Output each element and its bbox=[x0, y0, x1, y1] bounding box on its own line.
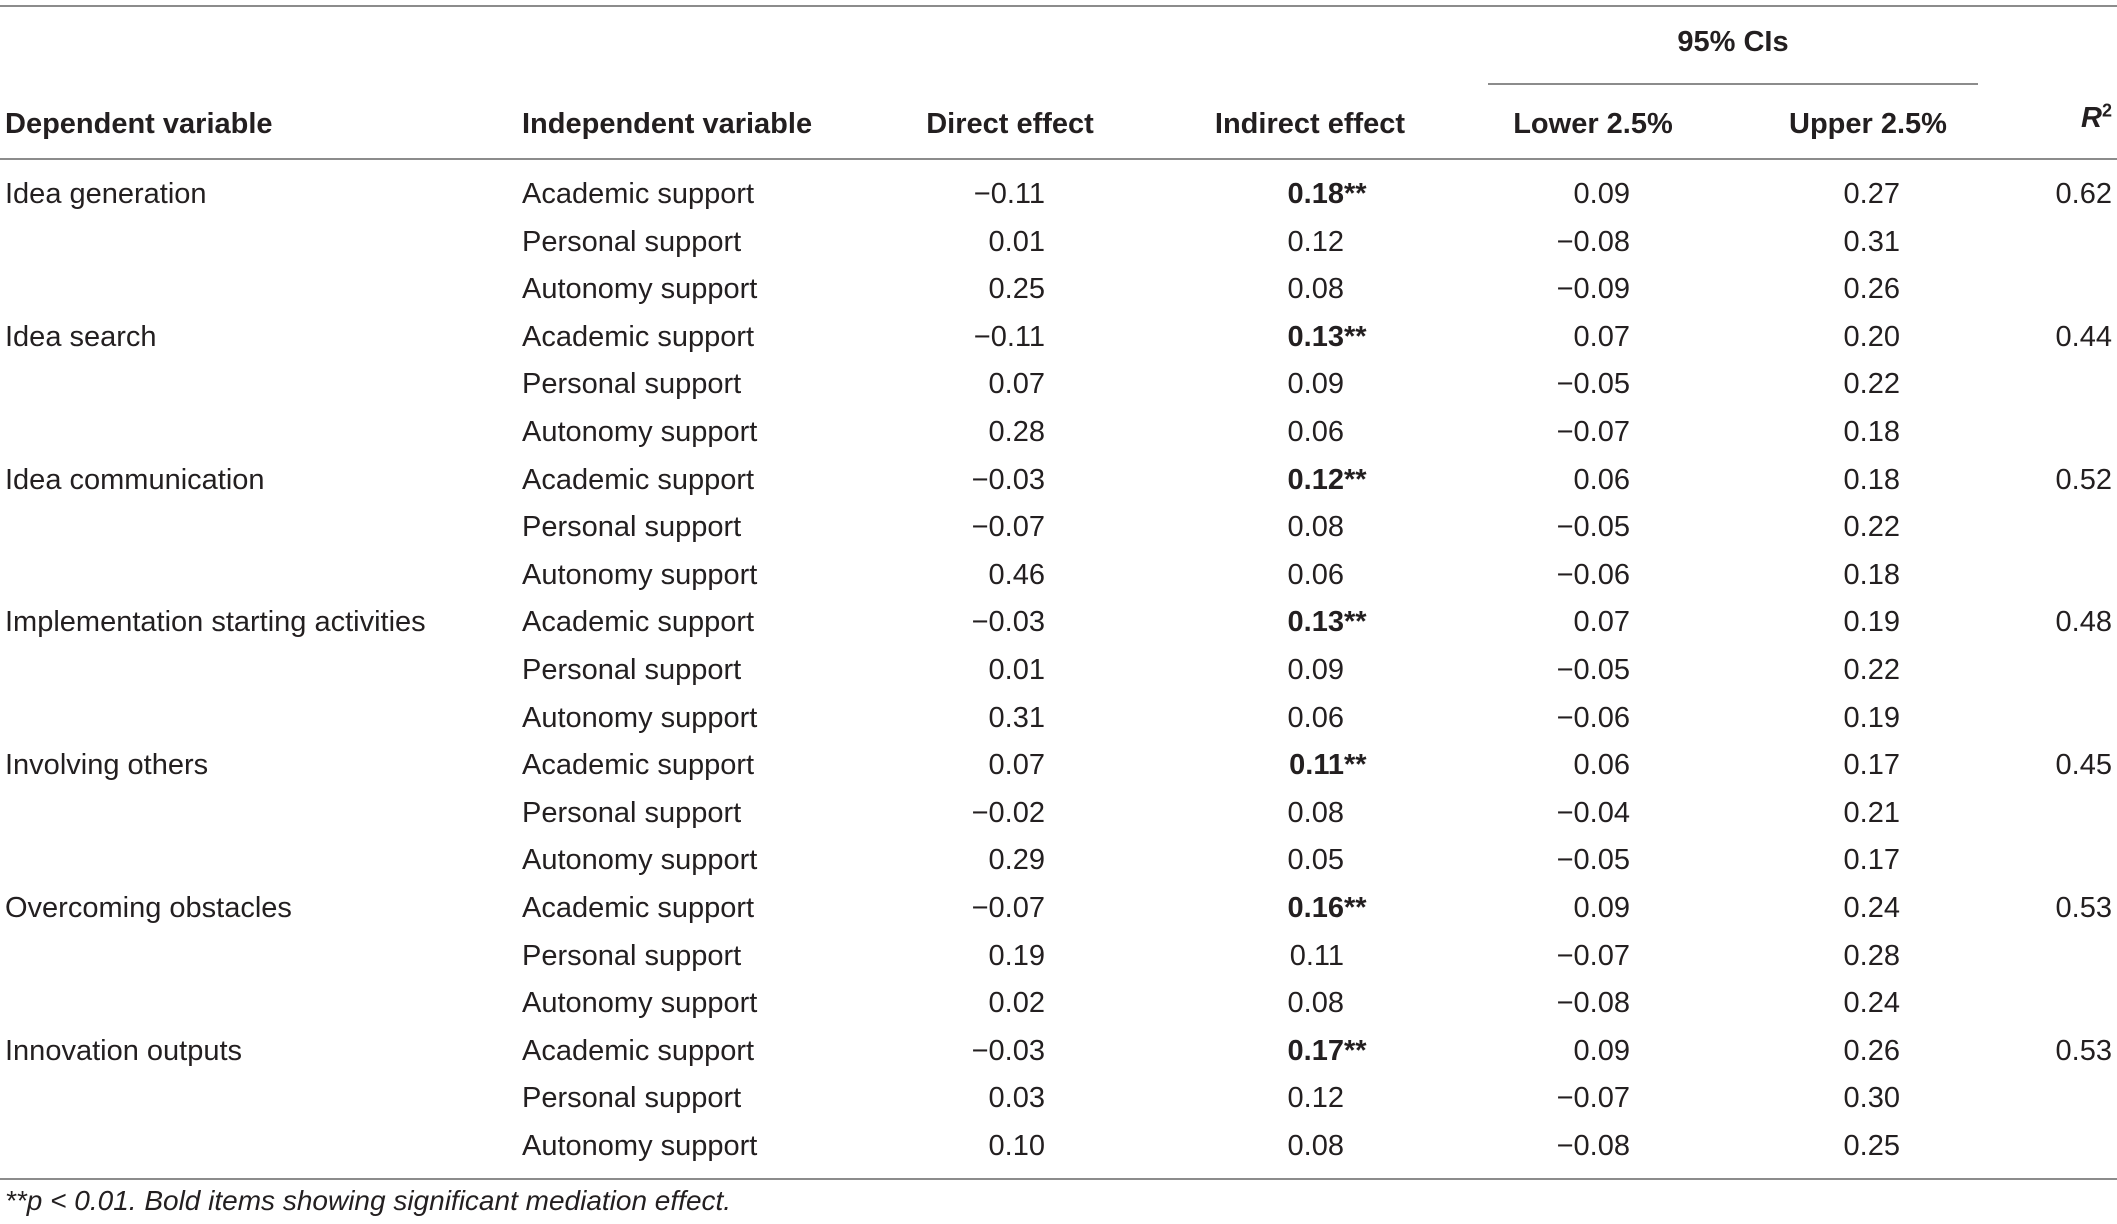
top-rule bbox=[0, 5, 2117, 7]
direct-effect-cell: 0.01 bbox=[988, 226, 1045, 258]
ci-lower-cell: −0.05 bbox=[1556, 511, 1630, 543]
table-footnote: **p < 0.01. Bold items showing significant mediation effect. bbox=[5, 1185, 732, 1216]
header-r2 bbox=[2000, 100, 2112, 136]
ci-upper-cell: 0.18 bbox=[1843, 559, 1900, 591]
ci-lower-cell: 0.06 bbox=[1573, 749, 1630, 781]
indirect-effect-cell bbox=[1190, 1080, 1374, 1116]
independent-variable-cell: Academic support bbox=[522, 321, 755, 353]
indirect-effect-value: 0.12 bbox=[1287, 226, 1344, 258]
ci-lower-cell: −0.05 bbox=[1556, 654, 1630, 686]
direct-effect-cell: 0.19 bbox=[988, 940, 1045, 972]
indirect-effect-value: 0.11 bbox=[1289, 940, 1344, 972]
indirect-effect-value: 0.06 bbox=[1287, 702, 1344, 734]
independent-variable-cell: Personal support bbox=[522, 511, 742, 543]
direct-effect-cell: 0.03 bbox=[988, 1082, 1045, 1114]
direct-effect-cell: 0.28 bbox=[988, 416, 1045, 448]
indirect-effect-value: 0.06 bbox=[1287, 416, 1344, 448]
dependent-variable-cell: Innovation outputs bbox=[5, 1035, 243, 1067]
direct-effect-cell: 0.31 bbox=[988, 702, 1045, 734]
ci-upper-cell: 0.17 bbox=[1843, 844, 1900, 876]
ci-lower-cell: −0.08 bbox=[1556, 226, 1630, 258]
indirect-effect-cell bbox=[1190, 1128, 1374, 1164]
indirect-effect-value: 0.12 bbox=[1287, 464, 1344, 496]
ci-lower-cell: 0.09 bbox=[1573, 178, 1630, 210]
r2-cell: 0.52 bbox=[2055, 464, 2112, 496]
independent-variable-cell: Autonomy support bbox=[522, 559, 758, 591]
indirect-effect-value: 0.05 bbox=[1287, 844, 1344, 876]
direct-effect-cell: −0.11 bbox=[973, 178, 1045, 210]
indirect-effect-value: 0.17 bbox=[1287, 1035, 1344, 1067]
indirect-effect-cell bbox=[1190, 509, 1374, 545]
header-independent: Independent variable bbox=[522, 108, 813, 140]
independent-variable-cell: Academic support bbox=[522, 464, 755, 496]
indirect-effect-value: 0.12 bbox=[1287, 1082, 1344, 1114]
independent-variable-cell: Autonomy support bbox=[522, 1130, 758, 1162]
direct-effect-cell: −0.03 bbox=[971, 464, 1045, 496]
header-dependent: Dependent variable bbox=[5, 108, 273, 140]
independent-variable-cell: Personal support bbox=[522, 226, 742, 258]
indirect-effect-cell bbox=[1190, 462, 1374, 498]
bottom-rule bbox=[0, 1178, 2117, 1180]
significance-marker: ** bbox=[1344, 464, 1367, 496]
ci-lower-cell: −0.08 bbox=[1556, 1130, 1630, 1162]
ci-lower-cell: −0.08 bbox=[1556, 987, 1630, 1019]
ci-upper-cell: 0.25 bbox=[1843, 1130, 1900, 1162]
indirect-effect-value: 0.11 bbox=[1289, 749, 1344, 781]
ci-lower-cell: −0.07 bbox=[1556, 416, 1630, 448]
direct-effect-cell: −0.11 bbox=[973, 321, 1045, 353]
direct-effect-cell: 0.25 bbox=[988, 273, 1045, 305]
indirect-effect-value: 0.13 bbox=[1287, 321, 1344, 353]
ci-lower-cell: −0.09 bbox=[1556, 273, 1630, 305]
ci-lower-cell: −0.04 bbox=[1556, 797, 1630, 829]
indirect-effect-value: 0.09 bbox=[1287, 654, 1344, 686]
dependent-variable-cell: Idea generation bbox=[5, 178, 207, 210]
significance-marker: ** bbox=[1344, 321, 1367, 353]
header-indirect: Indirect effect bbox=[1214, 108, 1406, 140]
independent-variable-cell: Autonomy support bbox=[522, 844, 758, 876]
independent-variable-cell: Autonomy support bbox=[522, 987, 758, 1019]
r2-cell: 0.44 bbox=[2055, 321, 2112, 353]
direct-effect-cell: −0.03 bbox=[971, 606, 1045, 638]
independent-variable-cell: Personal support bbox=[522, 654, 742, 686]
ci-upper-cell: 0.31 bbox=[1843, 226, 1900, 258]
indirect-effect-cell bbox=[1190, 842, 1374, 878]
direct-effect-cell: 0.01 bbox=[988, 654, 1045, 686]
indirect-effect-value: 0.09 bbox=[1287, 368, 1344, 400]
indirect-effect-cell bbox=[1190, 319, 1374, 355]
ci-upper-cell: 0.24 bbox=[1843, 987, 1900, 1019]
ci-upper-cell: 0.24 bbox=[1843, 892, 1900, 924]
ci-upper-cell: 0.26 bbox=[1843, 1035, 1900, 1067]
indirect-effect-cell bbox=[1190, 890, 1374, 926]
ci-upper-cell: 0.30 bbox=[1843, 1082, 1900, 1114]
indirect-effect-cell bbox=[1190, 1033, 1374, 1069]
dependent-variable-cell: Idea search bbox=[5, 321, 157, 353]
significance-marker: ** bbox=[1344, 892, 1367, 924]
ci-upper-cell: 0.18 bbox=[1843, 416, 1900, 448]
significance-marker: ** bbox=[1344, 178, 1367, 210]
indirect-effect-value: 0.06 bbox=[1287, 559, 1344, 591]
indirect-effect-value: 0.18 bbox=[1287, 178, 1344, 210]
direct-effect-cell: 0.07 bbox=[988, 749, 1045, 781]
ci-lower-cell: −0.05 bbox=[1556, 368, 1630, 400]
indirect-effect-cell bbox=[1190, 414, 1374, 450]
ci-lower-cell: 0.09 bbox=[1573, 1035, 1630, 1067]
ci-upper-cell: 0.19 bbox=[1843, 702, 1900, 734]
r2-cell: 0.48 bbox=[2055, 606, 2112, 638]
indirect-effect-cell bbox=[1190, 747, 1374, 783]
dependent-variable-cell: Involving others bbox=[5, 749, 209, 781]
ci-lower-cell: −0.06 bbox=[1556, 559, 1630, 591]
r2-cell: 0.53 bbox=[2055, 1035, 2112, 1067]
significance-marker: ** bbox=[1344, 1035, 1367, 1067]
ci-upper-cell: 0.17 bbox=[1843, 749, 1900, 781]
independent-variable-cell: Personal support bbox=[522, 1082, 742, 1114]
indirect-effect-cell bbox=[1190, 224, 1374, 260]
indirect-effect-cell bbox=[1190, 557, 1374, 593]
direct-effect-cell: −0.02 bbox=[971, 797, 1045, 829]
independent-variable-cell: Academic support bbox=[522, 749, 755, 781]
direct-effect-cell: 0.07 bbox=[988, 368, 1045, 400]
independent-variable-cell: Academic support bbox=[522, 1035, 755, 1067]
header-lower: Lower 2.5% bbox=[1513, 108, 1673, 140]
indirect-effect-value: 0.08 bbox=[1287, 273, 1344, 305]
independent-variable-cell: Personal support bbox=[522, 797, 742, 829]
header-r2-base: R bbox=[2081, 102, 2102, 134]
indirect-effect-value: 0.08 bbox=[1287, 797, 1344, 829]
ci-lower-cell: −0.07 bbox=[1556, 1082, 1630, 1114]
indirect-effect-cell bbox=[1190, 271, 1374, 307]
indirect-effect-cell bbox=[1190, 604, 1374, 640]
header-r2-sup: 2 bbox=[2101, 100, 2112, 121]
indirect-effect-value: 0.08 bbox=[1287, 511, 1344, 543]
ci-lower-cell: −0.05 bbox=[1556, 844, 1630, 876]
ci-upper-cell: 0.26 bbox=[1843, 273, 1900, 305]
indirect-effect-cell bbox=[1190, 366, 1374, 402]
dependent-variable-cell: Overcoming obstacles bbox=[5, 892, 292, 924]
ci-upper-cell: 0.22 bbox=[1843, 368, 1900, 400]
indirect-effect-value: 0.16 bbox=[1287, 892, 1344, 924]
dependent-variable-cell: Idea communication bbox=[5, 464, 265, 496]
indirect-effect-cell bbox=[1190, 985, 1374, 1021]
ci-lower-cell: −0.06 bbox=[1556, 702, 1630, 734]
ci-upper-cell: 0.19 bbox=[1843, 606, 1900, 638]
direct-effect-cell: 0.10 bbox=[988, 1130, 1045, 1162]
ci-lower-cell: 0.09 bbox=[1573, 892, 1630, 924]
ci-upper-cell: 0.27 bbox=[1843, 178, 1900, 210]
header-upper: Upper 2.5% bbox=[1789, 108, 1947, 140]
ci-group-header: 95% CIs bbox=[1677, 26, 1789, 58]
header-rule bbox=[0, 158, 2117, 160]
indirect-effect-cell bbox=[1190, 176, 1374, 212]
ci-upper-cell: 0.21 bbox=[1843, 797, 1900, 829]
indirect-effect-value: 0.08 bbox=[1287, 1130, 1344, 1162]
direct-effect-cell: −0.07 bbox=[971, 892, 1045, 924]
ci-group-rule bbox=[1488, 83, 1978, 85]
direct-effect-cell: 0.29 bbox=[988, 844, 1045, 876]
indirect-effect-cell bbox=[1190, 700, 1374, 736]
indirect-effect-cell bbox=[1190, 795, 1374, 831]
significance-marker: ** bbox=[1344, 606, 1367, 638]
indirect-effect-cell bbox=[1190, 938, 1374, 974]
direct-effect-cell: −0.03 bbox=[971, 1035, 1045, 1067]
ci-upper-cell: 0.28 bbox=[1843, 940, 1900, 972]
independent-variable-cell: Autonomy support bbox=[522, 273, 758, 305]
ci-lower-cell: 0.06 bbox=[1573, 464, 1630, 496]
indirect-effect-cell bbox=[1190, 652, 1374, 688]
independent-variable-cell: Autonomy support bbox=[522, 702, 758, 734]
indirect-effect-value: 0.13 bbox=[1287, 606, 1344, 638]
ci-upper-cell: 0.22 bbox=[1843, 654, 1900, 686]
independent-variable-cell: Academic support bbox=[522, 606, 755, 638]
significance-marker: ** bbox=[1344, 749, 1367, 781]
indirect-effect-value: 0.08 bbox=[1287, 987, 1344, 1019]
ci-upper-cell: 0.20 bbox=[1843, 321, 1900, 353]
ci-upper-cell: 0.22 bbox=[1843, 511, 1900, 543]
ci-upper-cell: 0.18 bbox=[1843, 464, 1900, 496]
dependent-variable-cell: Implementation starting activities bbox=[5, 606, 426, 638]
header-direct: Direct effect bbox=[926, 108, 1094, 140]
ci-lower-cell: −0.07 bbox=[1556, 940, 1630, 972]
ci-lower-cell: 0.07 bbox=[1573, 321, 1630, 353]
direct-effect-cell: 0.02 bbox=[988, 987, 1045, 1019]
independent-variable-cell: Personal support bbox=[522, 940, 742, 972]
direct-effect-cell: −0.07 bbox=[971, 511, 1045, 543]
ci-lower-cell: 0.07 bbox=[1573, 606, 1630, 638]
r2-cell: 0.53 bbox=[2055, 892, 2112, 924]
independent-variable-cell: Autonomy support bbox=[522, 416, 758, 448]
independent-variable-cell: Personal support bbox=[522, 368, 742, 400]
r2-cell: 0.62 bbox=[2055, 178, 2112, 210]
direct-effect-cell: 0.46 bbox=[988, 559, 1045, 591]
independent-variable-cell: Academic support bbox=[522, 178, 755, 210]
independent-variable-cell: Academic support bbox=[522, 892, 755, 924]
r2-cell: 0.45 bbox=[2055, 749, 2112, 781]
